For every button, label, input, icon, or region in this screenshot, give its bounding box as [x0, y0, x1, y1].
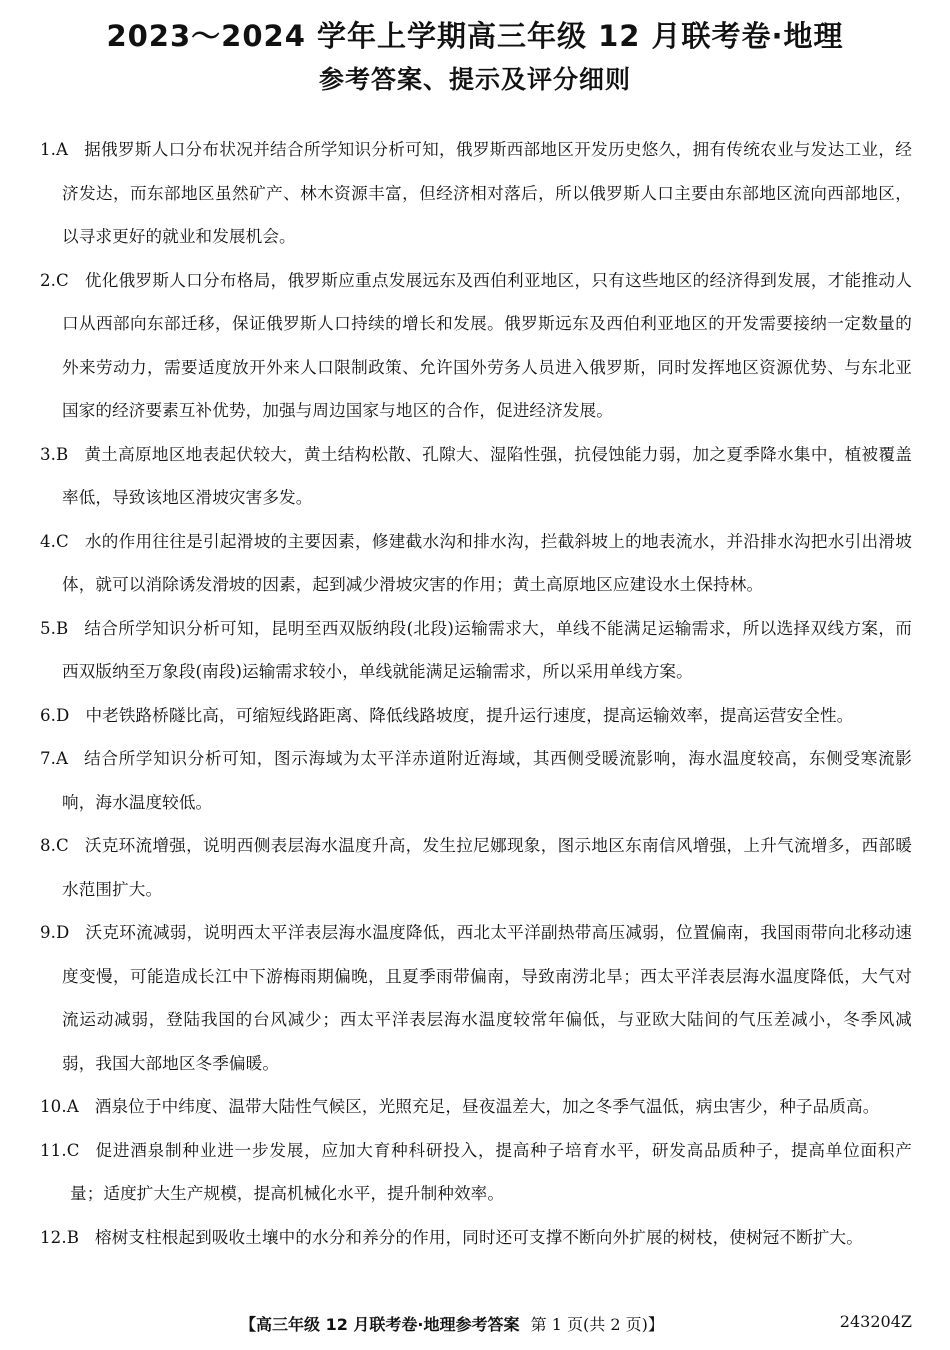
question-number: 1. — [40, 140, 57, 159]
footer-label: 【高三年级 12 月联考卷·地理参考答案 — [240, 1315, 520, 1334]
answer-item-11 — [40, 1129, 912, 1216]
explanation-text: 水的作用往往是引起滑坡的主要因素，修建截水沟和排水沟，拦截斜坡上的地表流水，并沿排水沟把水引出滑坡体，就可以消除诱发滑坡的因素，起到减少滑坡灾害的作用；黄土高原地区应建设水土保持林。 — [62, 531, 912, 594]
answer-item-6 — [40, 694, 912, 738]
answer-choice: C — [66, 1140, 80, 1160]
answer-item-9 — [40, 911, 912, 1085]
question-number: 2. — [40, 270, 57, 290]
answer-choice: B — [56, 618, 69, 638]
explanation-text: 中老铁路桥隧比高，可缩短线路距离、降低线路坡度，提升运行速度，提高运输效率，提高运营安全性。 — [85, 705, 854, 725]
document-subtitle: 参考答案、提示及评分细则 — [318, 65, 631, 94]
answer-item-5 — [40, 607, 912, 694]
explanation-text: 沃克环流减弱，说明西太平洋表层海水温度降低，西北太平洋副热带高压减弱，位置偏南，我国雨带向北移动速度变慢，可能造成长江中下游梅雨期偏晚，且夏季雨带偏南，导致南涝北旱；西太平洋表层海水温度降低，大气对流运动减弱，登陆我国的台风减少；西太平洋表层海水温度较常年偏低，与亚欧大陆间的气压差减小，冬季风减弱，我国大部地区冬季偏暖。 — [62, 923, 912, 1073]
answer-item-12 — [40, 1216, 912, 1260]
answer-choice: D — [56, 923, 70, 942]
page-number: 第 1 页(共 2 页)】 — [530, 1315, 664, 1334]
answer-list — [40, 128, 912, 1259]
explanation-text: 促进酒泉制种业进一步发展，应加大育种科研投入，提高种子培育水平，研发高品质种子，提高单位面积产量；适度扩大生产规模，提高机械化水平，提升制种效率。 — [70, 1140, 912, 1203]
answer-choice: C — [56, 836, 69, 855]
question-number: 10. — [40, 1097, 67, 1116]
answer-item-10 — [40, 1085, 912, 1129]
explanation-text: 结合所学知识分析可知，图示海域为太平洋赤道附近海域，其西侧受暖流影响，海水温度较高，东侧受寒流影响，海水温度较低。 — [62, 749, 912, 812]
question-number: 11. — [40, 1140, 67, 1160]
answer-choice: B — [56, 444, 69, 464]
explanation-text: 优化俄罗斯人口分布格局，俄罗斯应重点发展远东及西伯利亚地区，只有这些地区的经济得到发展，才能推动人口从西部向东部迁移，保证俄罗斯人口持续的增长和发展。俄罗斯远东及西伯利亚地区的开发需要接纳一定数量的外来劳动力，需要适度放开外来人口限制政策、允许国外劳务人员进入俄罗斯，同时发挥地区资源优势、与东北亚国家的经济要素互补优势，加强与周边国家与地区的合作，促进经济发展。 — [62, 270, 912, 420]
question-number: 12. — [40, 1227, 67, 1247]
explanation-text: 酒泉位于中纬度、温带大陆性气候区，光照充足，昼夜温差大，加之冬季气温低，病虫害少，种子品质高。 — [94, 1097, 880, 1116]
question-number: 6. — [40, 705, 57, 725]
answer-choice: C — [56, 270, 69, 290]
answer-item-8 — [40, 824, 912, 911]
document-title: 2023～2024 学年上学期高三年级 12 月联考卷·地理 — [106, 19, 844, 53]
question-number: 5. — [40, 618, 57, 638]
explanation-text: 据俄罗斯人口分布状况并结合所学知识分析可知，俄罗斯西部地区开发历史悠久，拥有传统农业与发达工业，经济发达，而东部地区虽然矿产、林木资源丰富，但经济相对落后，所以俄罗斯人口主要由东部地区流向西部地区，以寻求更好的就业和发展机会。 — [62, 140, 912, 246]
explanation-text: 结合所学知识分析可知，昆明至西双版纳段(北段)运输需求大，单线不能满足运输需求，所以选择双线方案，而西双版纳至万象段(南段)运输需求较小，单线就能满足运输需求，所以采用单线方案。 — [62, 618, 912, 681]
answer-choice: A — [56, 749, 69, 768]
answer-choice: B — [66, 1227, 79, 1247]
answer-choice: C — [56, 531, 69, 551]
answer-choice: A — [66, 1097, 79, 1116]
page-footer — [0, 1308, 950, 1338]
answer-choice: A — [56, 140, 69, 159]
question-number: 3. — [40, 444, 57, 464]
explanation-text: 黄土高原地区地表起伏较大，黄土结构松散、孔隙大、湿陷性强，抗侵蚀能力弱，加之夏季降水集中，植被覆盖率低，导致该地区滑坡灾害多发。 — [62, 444, 912, 507]
answer-item-3 — [40, 433, 912, 520]
question-number: 8. — [40, 836, 57, 855]
explanation-text: 榕树支柱根起到吸收土壤中的水分和养分的作用，同时还可支撑不断向外扩展的树枝，使树冠不断扩大。 — [95, 1227, 863, 1247]
answer-item-7 — [40, 737, 912, 824]
answer-item-4 — [40, 520, 912, 607]
question-number: 9. — [40, 923, 57, 942]
answer-item-1 — [40, 128, 912, 259]
answer-item-2 — [40, 259, 912, 433]
question-number: 4. — [40, 531, 57, 551]
document-code: 243204Z — [839, 1312, 912, 1331]
answer-choice: D — [56, 705, 70, 725]
explanation-text: 沃克环流增强，说明西侧表层海水温度升高，发生拉尼娜现象，图示地区东南信风增强，上升气流增多，西部暖水范围扩大。 — [62, 836, 912, 899]
question-number: 7. — [40, 749, 57, 768]
